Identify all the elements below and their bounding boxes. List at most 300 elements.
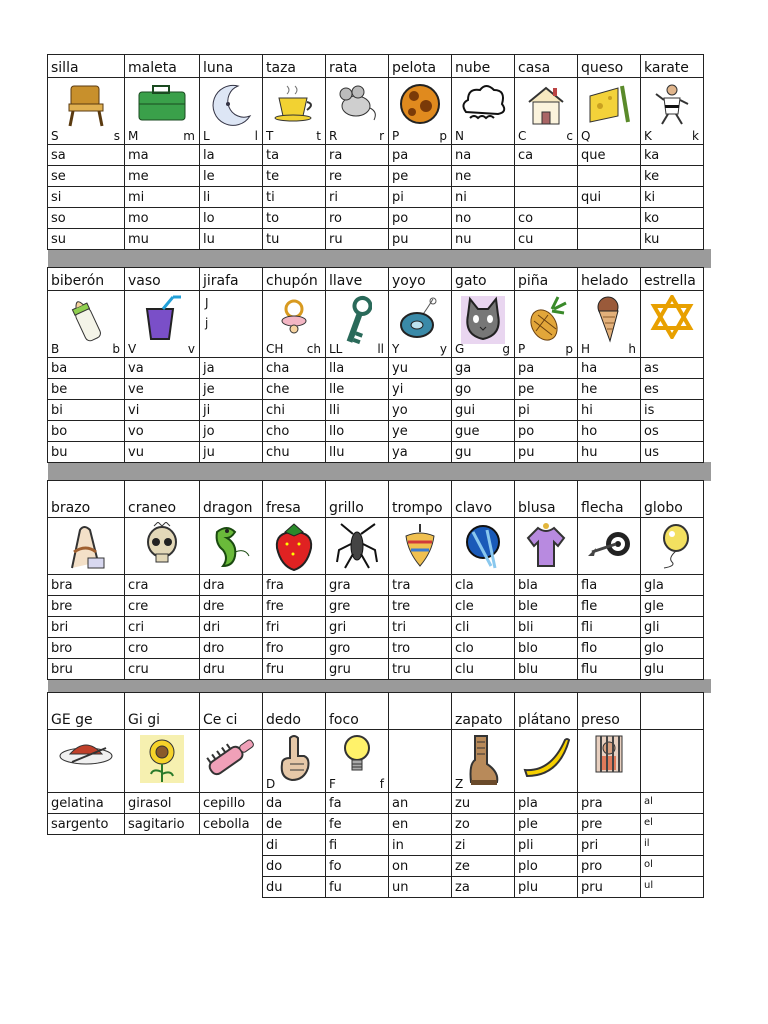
letter-lower-label: k [692,129,699,143]
word-cell: pelota [388,54,452,78]
syllable-cell: bru [47,658,125,680]
syllable-cell: gelatina [47,792,125,814]
word-row [48,481,711,518]
syllable-cell: bo [47,420,125,442]
word-cell: rata [325,54,389,78]
letter-label: N [455,129,464,143]
syllable-row [48,596,711,617]
letter-label: J [205,296,209,310]
letter-label: F [329,777,336,791]
letter-label: K [644,129,652,143]
syllable-cell: gra [325,574,389,596]
picture-cell [325,290,389,358]
syllable-cell: il [640,834,704,856]
syllable-cell [514,186,578,208]
syllable-cell: to [262,207,326,229]
syllable-cell: el [640,813,704,835]
syllable-cell: blu [514,658,578,680]
syllable-cell: dri [199,616,263,638]
syllable-cell: di [262,834,326,856]
syllable-cell: zo [451,813,515,835]
syllable-cell: bra [47,574,125,596]
word-cell: yoyo [388,267,452,291]
blank-cell [47,876,125,898]
syllable-cell: do [262,855,326,877]
syllable-row [48,187,711,208]
syllable-cell: glu [640,658,704,680]
picture-cell [388,729,452,793]
letter-label: Z [455,777,464,791]
picture-cell [47,290,125,358]
picture-row [48,78,711,145]
syllable-cell: so [47,207,125,229]
word-cell: globo [640,480,704,518]
syllable-cell: plo [514,855,578,877]
syllable-cell: dra [199,574,263,596]
syllable-cell: pi [388,186,452,208]
picture-cell [47,77,125,145]
syllable-cell: za [451,876,515,898]
word-cell: grillo [325,480,389,518]
syllable-cell: gue [451,420,515,442]
syllable-cell: bla [514,574,578,596]
syllable-cell: vu [124,441,200,463]
syllable-cell: cre [124,595,200,617]
word-cell: jirafa [199,267,263,291]
word-cell: llave [325,267,389,291]
blank-cell [47,834,125,856]
syllable-cell [577,207,641,229]
syllable-row [48,877,711,898]
syllable-cell: he [577,378,641,400]
syllable-cell: cru [124,658,200,680]
syllable-cell: li [199,186,263,208]
syllable-cell: pre [577,813,641,835]
letter-label: D [266,777,276,791]
picture-cell [577,77,641,145]
picture-cell [262,290,326,358]
syllable-cell: tra [388,574,452,596]
syllable-cell: hi [577,399,641,421]
syllable-cell: fli [577,616,641,638]
syllable-cell: bre [47,595,125,617]
syllable-row [48,421,711,442]
syllable-cell: ze [451,855,515,877]
picture-cell [47,729,125,793]
picture-cell [514,517,578,575]
letter-label: S [51,129,59,143]
syllable-cell: ja [199,357,263,379]
word-cell: karate [640,54,704,78]
syllable-cell: de [262,813,326,835]
word-cell: brazo [47,480,125,518]
syllable-cell: fru [262,658,326,680]
syllable-cell: clu [451,658,515,680]
picture-cell [325,729,389,793]
syllable-row [48,358,711,379]
syllable-cell: si [47,186,125,208]
syllable-row [48,379,711,400]
picture-cell [640,729,704,793]
syllable-cell: che [262,378,326,400]
syllable-cell: as [640,357,704,379]
syllable-cell: in [388,834,452,856]
syllable-cell: ka [640,144,704,166]
syllable-cell: fu [325,876,389,898]
syllable-cell: es [640,378,704,400]
blank-cell [124,834,200,856]
syllable-cell: fo [325,855,389,877]
picture-cell [514,290,578,358]
syllable-cell: gli [640,616,704,638]
letter-label: R [329,129,338,143]
syllable-cell: pe [514,378,578,400]
syllable-row [48,400,711,421]
letter-lower-label: ch [306,342,321,356]
picture-cell [199,77,263,145]
syllable-cell: ne [451,165,515,187]
syllable-cell: chi [262,399,326,421]
syllable-cell: pe [388,165,452,187]
syllable-cell: glo [640,637,704,659]
syllable-cell: gro [325,637,389,659]
syllable-cell: plu [514,876,578,898]
syllable-cell: clo [451,637,515,659]
syllable-row [48,638,711,659]
syllable-cell: fle [577,595,641,617]
word-cell: flecha [577,480,641,518]
syllable-cell: yu [388,357,452,379]
syllable-cell: ya [388,441,452,463]
syllable-cell: ol [640,855,704,877]
word-cell: Ce ci [199,692,263,730]
word-cell: chupón [262,267,326,291]
separator-bar [48,462,711,481]
letter-lower-label: f [379,777,384,791]
syllable-cell: an [388,792,452,814]
word-cell: nube [451,54,515,78]
picture-cell [388,517,452,575]
syllable-cell: cu [514,228,578,250]
letter-lower-label: p [565,342,573,356]
syllable-cell: is [640,399,704,421]
syllable-row [48,814,711,835]
syllable-cell: po [388,207,452,229]
syllable-cell: po [514,420,578,442]
blank-cell [47,855,125,877]
syllable-cell: chu [262,441,326,463]
letter-lower-label: m [183,129,195,143]
syllable-cell: bu [47,441,125,463]
letter-lower-label: g [502,342,510,356]
syllable-cell: qui [577,186,641,208]
syllable-cell: mu [124,228,200,250]
syllable-cell: fla [577,574,641,596]
word-cell: craneo [124,480,200,518]
syllable-cell: gre [325,595,389,617]
syllable-cell: ki [640,186,704,208]
word-cell: piña [514,267,578,291]
syllable-cell [577,165,641,187]
syllable-cell: mo [124,207,200,229]
picture-cell [325,77,389,145]
word-cell: Gi gi [124,692,200,730]
word-cell: taza [262,54,326,78]
word-cell: trompo [388,480,452,518]
syllable-cell: pu [514,441,578,463]
picture-cell [199,517,263,575]
letter-lower-label: h [628,342,636,356]
syllable-row [48,442,711,463]
syllable-cell: llo [325,420,389,442]
syllable-cell: gri [325,616,389,638]
word-cell: zapato [451,692,515,730]
syllable-cell: on [388,855,452,877]
syllable-cell: pi [514,399,578,421]
syllable-cell: pri [577,834,641,856]
word-row [48,55,711,78]
syllable-cell: no [451,207,515,229]
picture-cell [262,729,326,793]
syllable-cell: nu [451,228,515,250]
syllable-cell: tru [388,658,452,680]
syllable-cell: su [47,228,125,250]
syllable-cell: dro [199,637,263,659]
syllable-cell: sagitario [124,813,200,835]
syllable-cell: la [199,144,263,166]
syllable-cell: ba [47,357,125,379]
syllable-row [48,145,711,166]
word-cell: GE ge [47,692,125,730]
syllable-cell: gu [451,441,515,463]
letter-label: Q [581,129,591,143]
picture-cell [577,729,641,793]
picture-cell [640,290,704,358]
syllable-cell: pro [577,855,641,877]
syllable-cell: dre [199,595,263,617]
word-cell: gato [451,267,515,291]
blank-cell [199,855,263,877]
picture-row [48,291,711,358]
word-cell: silla [47,54,125,78]
picture-cell [262,517,326,575]
letter-lower-label: v [187,342,195,356]
syllable-cell: en [388,813,452,835]
syllable-cell: cha [262,357,326,379]
blank-cell [199,834,263,856]
letter-lower-label: j [205,316,209,330]
letter-label: G [455,342,465,356]
syllable-cell: go [451,378,515,400]
syllable-cell: tri [388,616,452,638]
syllable-cell: ca [514,144,578,166]
syllable-cell: co [514,207,578,229]
word-cell: estrella [640,267,704,291]
syllable-cell: al [640,792,704,814]
picture-cell [124,77,200,145]
letter-lower-label: l [254,129,258,143]
word-cell: clavo [451,480,515,518]
syllable-cell: lu [199,228,263,250]
word-cell: vaso [124,267,200,291]
picture-cell [451,290,515,358]
syllable-cell: fa [325,792,389,814]
word-cell: luna [199,54,263,78]
syllable-row [48,659,711,680]
word-cell [640,692,704,730]
syllable-cell: gle [640,595,704,617]
picture-row [48,518,711,575]
word-cell: blusa [514,480,578,518]
word-cell: fresa [262,480,326,518]
word-cell: foco [325,692,389,730]
syllable-cell: flo [577,637,641,659]
syllable-cell: fi [325,834,389,856]
syllable-cell: be [47,378,125,400]
letter-label: V [128,342,137,356]
syllable-cell: pru [577,876,641,898]
letter-label: CH [266,342,284,356]
syllable-cell: tro [388,637,452,659]
picture-cell [577,290,641,358]
syllable-cell: ji [199,399,263,421]
picture-cell [577,517,641,575]
syllable-cell: cro [124,637,200,659]
syllable-cell: pu [388,228,452,250]
picture-cell [124,517,200,575]
word-cell [388,692,452,730]
syllable-cell: us [640,441,704,463]
syllable-row [48,575,711,596]
picture-cell [47,517,125,575]
letter-label: H [581,342,591,356]
syllable-cell: cri [124,616,200,638]
word-cell: dedo [262,692,326,730]
syllable-cell: cra [124,574,200,596]
syllable-cell [577,228,641,250]
syllable-cell: dru [199,658,263,680]
syllable-cell: bri [47,616,125,638]
word-cell: plátano [514,692,578,730]
letter-label: P [392,129,400,143]
syllable-cell: cle [451,595,515,617]
letter-lower-label: r [379,129,384,143]
syllable-cell: lo [199,207,263,229]
syllable-cell: cli [451,616,515,638]
picture-cell [124,290,200,358]
syllable-row [48,166,711,187]
picture-cell [199,729,263,793]
syllable-cell: que [577,144,641,166]
syllable-cell: lle [325,378,389,400]
syllable-cell: da [262,792,326,814]
picture-row [48,730,711,793]
word-cell: biberón [47,267,125,291]
syllable-cell: ple [514,813,578,835]
syllable-cell: zi [451,834,515,856]
syllable-cell: pra [577,792,641,814]
syllable-cell: ku [640,228,704,250]
word-cell: maleta [124,54,200,78]
syllable-cell: ri [325,186,389,208]
syllable-cell: fro [262,637,326,659]
syllable-cell: sargento [47,813,125,835]
syllable-cell: cla [451,574,515,596]
picture-cell [514,77,578,145]
word-cell: queso [577,54,641,78]
syllable-cell: cepillo [199,792,263,814]
syllable-cell: se [47,165,125,187]
syllable-cell: je [199,378,263,400]
syllable-cell: gru [325,658,389,680]
picture-cell [640,517,704,575]
syllable-cell: fri [262,616,326,638]
letter-label: M [128,129,139,143]
syllable-cell: pli [514,834,578,856]
syllable-cell: fe [325,813,389,835]
syllable-cell: va [124,357,200,379]
syllable-cell: vi [124,399,200,421]
syllable-cell: lli [325,399,389,421]
syllable-cell: me [124,165,200,187]
syllable-cell: hu [577,441,641,463]
syllable-cell: tu [262,228,326,250]
syllable-cell: fre [262,595,326,617]
syllable-cell: ul [640,876,704,898]
syllable-cell: yi [388,378,452,400]
syllable-cell: zu [451,792,515,814]
blank-cell [124,855,200,877]
syllable-cell: ra [325,144,389,166]
picture-cell [388,290,452,358]
letter-lower-label: p [439,129,447,143]
letter-label: B [51,342,60,356]
picture-cell [388,77,452,145]
syllable-cell: bli [514,616,578,638]
syllable-cell: ble [514,595,578,617]
picture-cell [262,77,326,145]
syllable-row [48,617,711,638]
syllable-cell: gui [451,399,515,421]
syllable-cell: flu [577,658,641,680]
syllable-cell: ti [262,186,326,208]
syllable-cell: sa [47,144,125,166]
syllable-cell: ni [451,186,515,208]
syllable-cell: fra [262,574,326,596]
letter-label: Y [392,342,400,356]
syllable-row [48,856,711,877]
blank-cell [124,876,200,898]
picture-cell [325,517,389,575]
letter-lower-label: b [112,342,120,356]
syllable-row [48,793,711,814]
picture-cell [514,729,578,793]
syllable-cell: ju [199,441,263,463]
letter-label: LL [329,342,343,356]
syllable-cell: tre [388,595,452,617]
syllable-cell: ho [577,420,641,442]
syllable-cell: re [325,165,389,187]
letter-lower-label: ll [377,342,384,356]
syllable-cell: pa [514,357,578,379]
letter-lower-label: c [566,129,573,143]
syllable-cell: girasol [124,792,200,814]
letter-label: L [203,129,210,143]
syllable-cell: bi [47,399,125,421]
syllable-cell: cho [262,420,326,442]
syllable-cell: ru [325,228,389,250]
syllable-cell: blo [514,637,578,659]
